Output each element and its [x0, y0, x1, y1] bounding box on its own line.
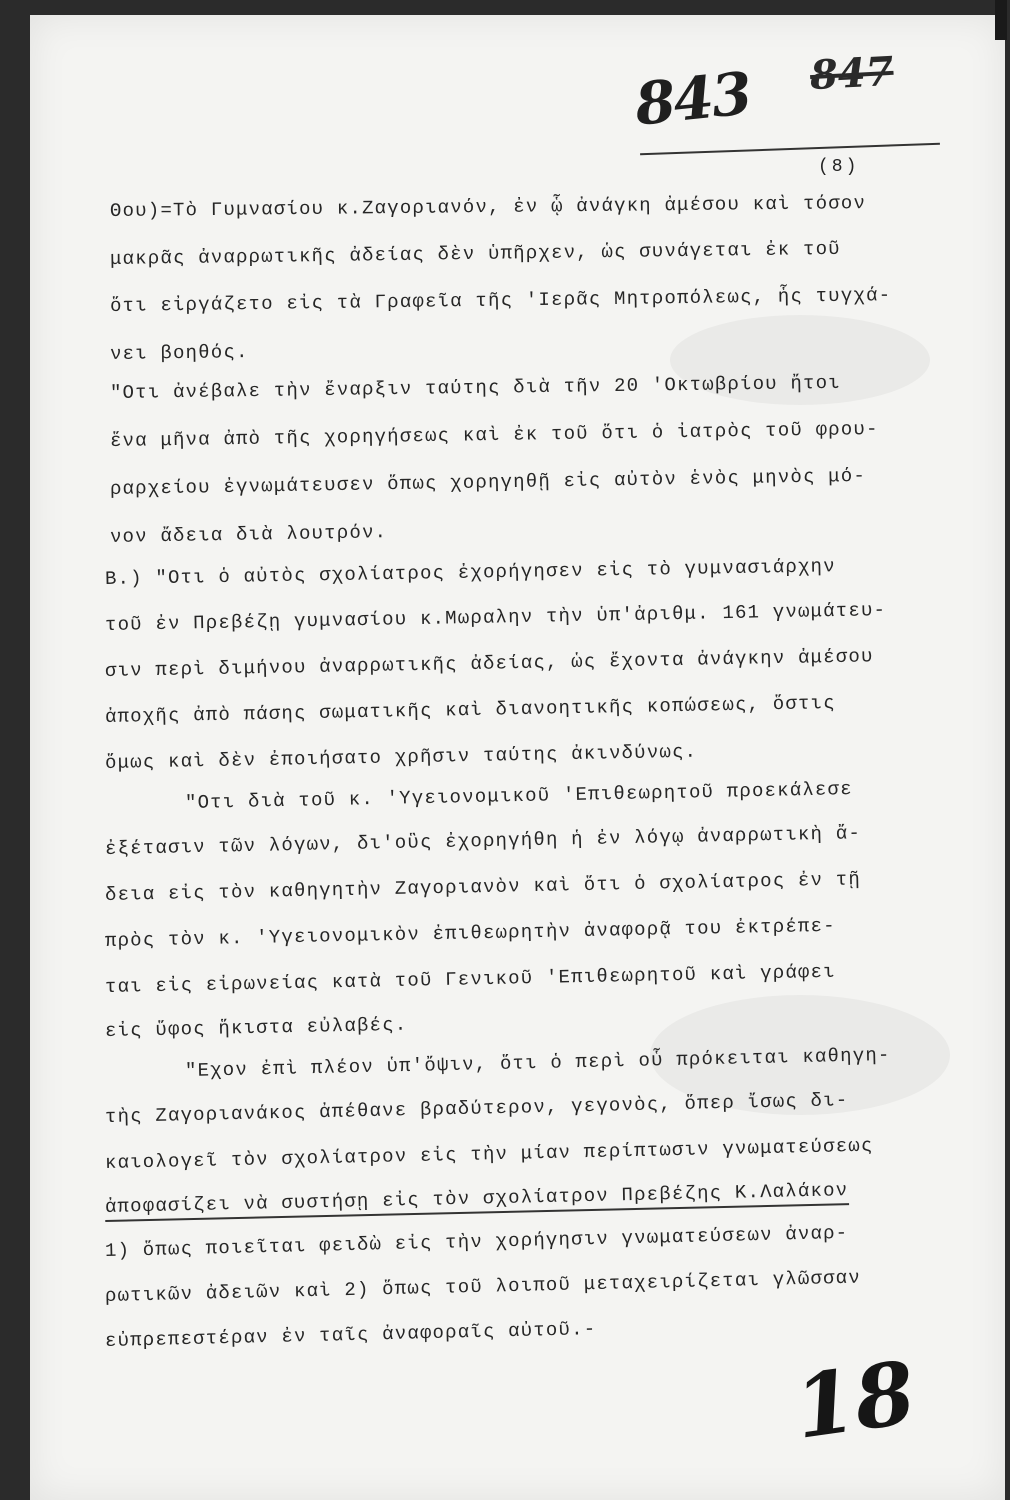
scan-edge-mark — [995, 0, 1007, 40]
page-number: (8) — [818, 157, 860, 177]
text-line: ἐξέτασιν τῶν λόγων, δι'οὓς ἐχορηγήθη ἡ ἐν λόγῳ ἀναρρωτικὴ ἄ- — [104, 822, 862, 860]
text-line: νει βοηθός. — [109, 341, 249, 365]
text-line: καιολογεῖ τὸν σχολίατρον εἰς τὴν μίαν περίπτωσιν γνωματεύσεως — [104, 1134, 874, 1174]
text-line: ραρχείου ἐγνωμάτευσεν ὅπως χορηγηθῇ εἰς αὐτὸν ἑνὸς μηνὸς μό- — [109, 464, 867, 500]
handwritten-folio-number: 843 — [631, 59, 754, 139]
text-line: δεια εἰς τὸν καθηγητὴν Ζαγοριανὸν καὶ ὅτι ὁ σχολίατρος ἐν τῇ — [104, 868, 862, 906]
text-line: ἀποχῆς ἀπὸ πάσης σωματικῆς καὶ διανοητικῆς κοπώσεως, ὅστις — [104, 691, 836, 728]
text-line: "Οτι ἀνέβαλε τὴν ἔναρξιν ταύτης διὰ τῆν 20 'Οκτωβρίου ἤτοι — [109, 371, 842, 404]
text-line: πρὸς τὸν κ. 'Υγειονομικὸν ἐπιθεωρητὴν ἀναφορᾷ του ἐκτρέπε- — [104, 914, 836, 952]
text-line: τὴς Ζαγοριανάκος ἀπέθανε βραδύτερον, γεγονὸς, ὅπερ ἴσως δι- — [104, 1089, 849, 1128]
handwritten-initials: 18 — [788, 1342, 922, 1459]
text-line: 1) ὅπως ποιεῖται φειδὼ εἰς τὴν χορήγησιν γνωματεύσεων ἀναρ- — [104, 1221, 849, 1262]
crossed-out-folio-number: 847 — [808, 47, 895, 100]
text-line: "Οτι διὰ τοῦ κ. 'Υγειονομικοῦ 'Επιθεωρητοῦ προεκάλεσε — [184, 778, 853, 814]
text-line: νον ἄδεια διὰ λουτρόν. — [109, 521, 388, 548]
text-line: Β.) "Οτι ὁ αὐτὸς σχολίατρος ἐχορήγησεν εἰς τὸ γυμνασιάρχην — [104, 555, 837, 590]
text-line: ται εἰς εἰρωνείας κατὰ τοῦ Γενικοῦ 'Επιθεωρητοῦ καὶ γράφει — [104, 960, 836, 998]
text-line: εἰς ὕφος ἥκιστα εὐλαβές. — [104, 1013, 408, 1042]
text-line: τοῦ ἐν Πρεβέζῃ γυμνασίου κ.Μωραλην τὴν ὑπ'ἀριθμ. 161 γνωμάτευ- — [104, 599, 887, 636]
text-line: "Εχον ἐπὶ πλέον ὑπ'ὄψιν, ὅτι ὁ περὶ οὗ πρόκειται καθηγη- — [184, 1043, 891, 1082]
text-line: μακρᾶς ἀναρρωτικῆς ἀδείας δὲν ὑπῆρχεν, ὡς συνάγεται ἐκ τοῦ — [109, 237, 842, 270]
text-line: ὅτι εἰργάζετο εἰς τὰ Γραφεῖα τῆς 'Ιερᾶς Μητροπόλεως, ἧς τυγχά- — [109, 284, 892, 317]
text-line: ἕνα μῆνα ἀπὸ τῆς χορηγήσεως καὶ ἐκ τοῦ ὅτι ὁ ἰατρὸς τοῦ φρου- — [109, 417, 879, 452]
text-line: εὐπρεπεστέραν ἐν ταῖς ἀναφοραῖς αὐτοῦ.- — [104, 1317, 597, 1352]
text-line: ρωτικῶν ἀδειῶν καὶ 2) ὅπως τοῦ λοιποῦ μεταχειρίζεται γλῶσσαν — [104, 1266, 862, 1307]
text-line: σιν περὶ διμήνου ἀναρρωτικῆς ἀδείας, ὡς ἔχοντα ἀνάγκην ἀμέσου — [104, 645, 874, 682]
text-line: ὅμως καὶ δὲν ἐποιήσατο χρῆσιν ταύτης ἀκινδύνως. — [104, 740, 698, 774]
underlined-text-line: ἀποφασίζει νὰ συστήσῃ εἰς τὸν σχολίατρον Πρεβέζης Κ.Λαλάκον — [105, 1179, 849, 1222]
text-line: Θου)=Τὸ Γυμνασίου κ.Ζαγοριανόν, ἐν ᾧ ἀνάγκη ἀμέσου καὶ τόσον — [109, 192, 867, 222]
